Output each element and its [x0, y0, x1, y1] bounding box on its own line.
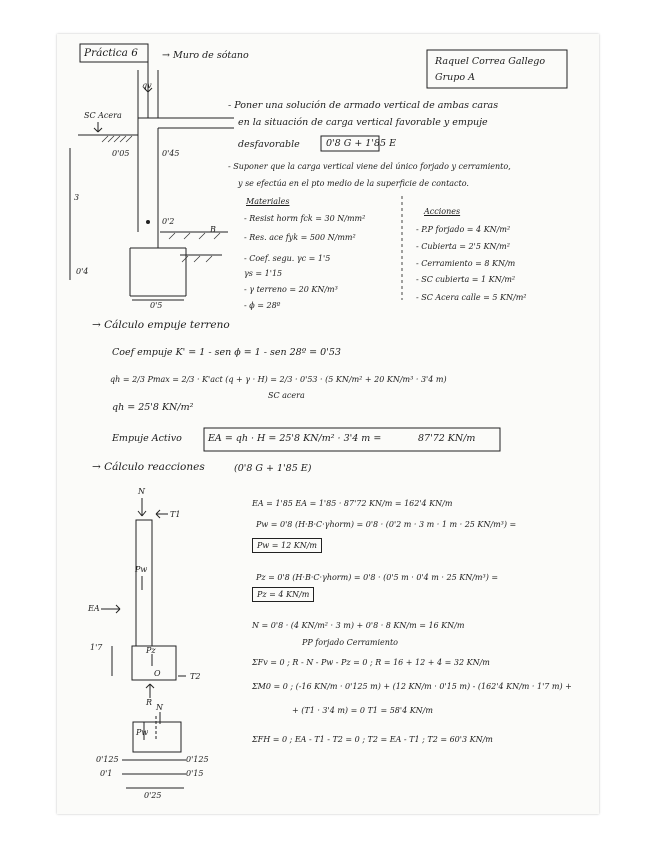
- material-item: - γ terreno = 20 KN/m³: [244, 285, 338, 294]
- fig2-pw: Pw: [135, 565, 148, 574]
- wall-section-figure: [70, 60, 234, 300]
- statement-line-2: en la situación de carga vertical favorable y empuje: [238, 117, 488, 128]
- action-item: - SC cubierta = 1 KN/m²: [416, 275, 516, 284]
- reaction-line: ΣFv = 0 ; R - N - Pw - Pz = 0 ; R = 16 + 12 + 4 = 32 KN/m: [252, 658, 490, 667]
- fig1-dim-right: 0'45: [162, 149, 180, 158]
- reaction-line: ΣM0 = 0 ; (-16 KN/m · 0'125 m) + (12 KN/m · 0'15 m) - (162'4 KN/m · 1'7 m) +: [252, 682, 572, 691]
- empuje-activo-eq: EA = qh · H = 25'8 KN/m² · 3'4 m =: [208, 433, 382, 444]
- fig3-base: 0'25: [144, 791, 162, 800]
- reaction-line: Pw = 12 KN/m: [252, 538, 322, 553]
- action-item: - Cerramiento = 8 KN/m: [416, 259, 516, 268]
- material-item: - Res. ace fyk = 500 N/mm²: [244, 233, 356, 242]
- base-detail-figure: [122, 712, 186, 788]
- fig2-t1: T1: [170, 510, 181, 519]
- fig2-o: O: [154, 669, 161, 678]
- statement-line-5: y se efectúa en el pto medio de la superficie de contacto.: [238, 179, 469, 188]
- fig2-h17: 1'7: [90, 643, 103, 652]
- fig1-dim-left: 0'05: [112, 149, 130, 158]
- reaction-line: EA = 1'85 EA = 1'85 · 87'72 KN/m = 162'4 KN/m: [252, 499, 453, 508]
- author-name: Raquel Correa Gallego: [435, 56, 546, 67]
- fig1-sc-acera: SC Acera: [84, 111, 122, 120]
- fig2-n: N: [138, 487, 145, 496]
- statement-combo: 0'8 G + 1'85 E: [326, 138, 397, 149]
- fig2-pz: Pz: [146, 646, 156, 655]
- reacciones-combo: (0'8 G + 1'85 E): [234, 463, 312, 474]
- action-item: - SC Acera calle = 5 KN/m²: [416, 293, 527, 302]
- fig3-n: N: [156, 703, 163, 712]
- reaction-line: ΣFH = 0 ; EA - T1 - T2 = 0 ; T2 = EA - T1 ; T2 = 60'3 KN/m: [252, 735, 493, 744]
- empuje-activo-label: Empuje Activo: [112, 433, 182, 444]
- reaction-line: + (T1 · 3'4 m) = 0 T1 = 58'4 KN/m: [292, 706, 433, 715]
- action-item: - Cubierta = 2'5 KN/m²: [416, 242, 510, 251]
- fig2-r: R: [146, 698, 153, 707]
- empuje-qh: qh = 2/3 Pmax = 2/3 · K'act (q + γ · H) = 2/3 · 0'53 · (5 KN/m² + 20 KN/m³ · 3'4 m): [110, 375, 447, 384]
- empuje-coef: Coef empuje K' = 1 - sen ϕ = 1 - sen 28º = 0'53: [112, 347, 341, 358]
- fig1-height-04: 0'4: [76, 267, 89, 276]
- materials-heading: Materiales: [246, 197, 290, 206]
- action-item: - P.P forjado = 4 KN/m²: [416, 225, 511, 234]
- reaction-line: Pz = 0'8 (H·B·C·γhorm) = 0'8 · (0'5 m · 0'4 m · 25 KN/m³) =: [256, 573, 499, 582]
- reaction-line: N = 0'8 · (4 KN/m² · 3 m) + 0'8 · 8 KN/m = 16 KN/m: [252, 621, 465, 630]
- reaction-line: Pw = 0'8 (H·B·C·γhorm) = 0'8 · (0'2 m · 3 m · 1 m · 25 KN/m³) =: [256, 520, 517, 529]
- empuje-sc-note: SC acera: [268, 391, 305, 400]
- reaction-line: Pz = 4 KN/m: [252, 587, 314, 602]
- fig1-mid: 0'2: [162, 217, 175, 226]
- reactions-figure: [101, 498, 186, 698]
- topic-label: → Muro de sótano: [162, 50, 249, 61]
- material-item: γs = 1'15: [244, 269, 283, 278]
- fig1-load-label: qv: [142, 81, 152, 90]
- reacciones-title: → Cálculo reacciones: [92, 461, 205, 473]
- fig1-base: 0'5: [150, 301, 163, 310]
- fig3-pw: Pw: [136, 728, 149, 737]
- statement-line-4: - Suponer que la carga vertical viene del único forjado y cerramiento,: [228, 162, 511, 171]
- fig1-b: B: [210, 225, 216, 234]
- fig3-l2: 0'1: [100, 769, 113, 778]
- empuje-qh-result: qh = 25'8 KN/m²: [112, 402, 194, 413]
- material-item: - ϕ = 28º: [244, 301, 281, 310]
- fig2-t2: T2: [190, 672, 201, 681]
- statement-line-3: desfavorable: [238, 139, 300, 150]
- fig3-l1: 0'125: [96, 755, 119, 764]
- reaction-line: PP forjado Cerramiento: [302, 638, 398, 647]
- statement-line-1: - Poner una solución de armado vertical de ambas caras: [228, 100, 499, 111]
- load-point: [146, 220, 150, 224]
- actions-heading: Acciones: [424, 207, 461, 216]
- material-item: - Resist horm fck = 30 N/mm²: [244, 214, 366, 223]
- material-item: - Coef. segu. γc = 1'5: [244, 254, 331, 263]
- empuje-activo-result: 87'72 KN/m: [418, 433, 476, 444]
- author-group: Grupo A: [435, 72, 475, 83]
- fig1-height-3: 3: [74, 193, 80, 202]
- fig2-ea: EA: [88, 604, 100, 613]
- practice-label: Práctica 6: [84, 47, 138, 59]
- fig3-r1: 0'125: [186, 755, 209, 764]
- empuje-title: → Cálculo empuje terreno: [92, 319, 230, 331]
- fig3-r2: 0'15: [186, 769, 204, 778]
